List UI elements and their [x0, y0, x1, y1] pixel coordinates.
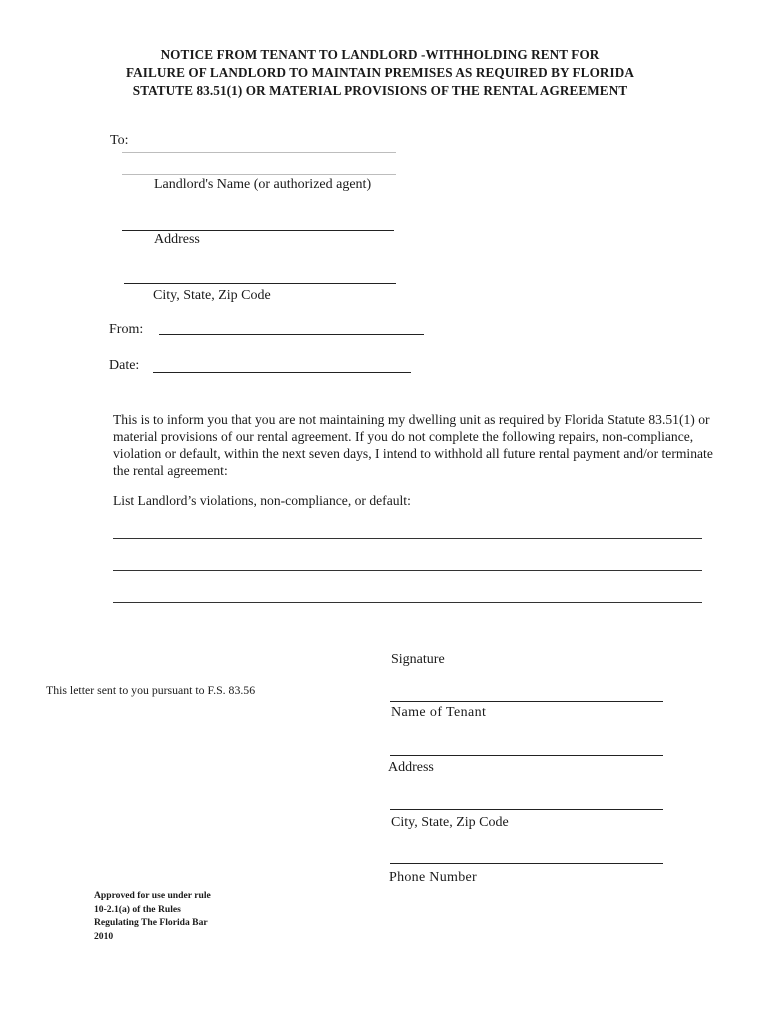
- violation-line-1[interactable]: [113, 538, 702, 539]
- violation-line-3[interactable]: [113, 602, 702, 603]
- tenant-city-line[interactable]: [390, 809, 663, 810]
- from-field-line[interactable]: [159, 334, 424, 335]
- landlord-name-line[interactable]: [122, 174, 396, 175]
- landlord-city-line[interactable]: [124, 283, 396, 284]
- notice-body: [113, 411, 731, 479]
- landlord-address-line[interactable]: [122, 230, 394, 231]
- title-line-1: NOTICE FROM TENANT TO LANDLORD -WITHHOLDING RENT FOR: [160, 47, 600, 62]
- landlord-name-label: Landlord's Name (or authorized agent): [154, 177, 372, 192]
- from-label: From:: [109, 322, 144, 337]
- document-title: [70, 46, 690, 100]
- date-field-line[interactable]: [153, 372, 411, 373]
- tenant-name-label: Name of Tenant: [391, 705, 487, 720]
- tenant-phone-line[interactable]: [390, 863, 663, 864]
- tenant-address-line[interactable]: [390, 755, 663, 756]
- tenant-city-label: City, State, Zip Code: [391, 815, 509, 830]
- approval-line-3: Regulating The Florida Bar: [94, 917, 208, 928]
- body-line-4: the rental agreement:: [113, 463, 228, 478]
- title-line-2: FAILURE OF LANDLORD TO MAINTAIN PREMISES AS REQUIRED BY FLORIDA: [125, 65, 635, 80]
- to-label: To:: [110, 133, 129, 148]
- tenant-address-label: Address: [388, 760, 434, 775]
- body-line-1: This is to inform you that you are not maintaining my dwelling unit as required by Florida Statute 83.51(1) or: [113, 412, 710, 427]
- landlord-city-label: City, State, Zip Code: [153, 288, 271, 303]
- title-line-3: STATUTE 83.51(1) OR MATERIAL PROVISIONS OF THE RENTAL AGREEMENT: [132, 83, 628, 98]
- signature-label: Signature: [391, 652, 445, 667]
- landlord-address-label: Address: [154, 232, 200, 247]
- pursuant-note: This letter sent to you pursuant to F.S. 83.56: [46, 683, 256, 697]
- body-line-2: material provisions of our rental agreement. If you do not complete the following repairs, non-compliance,: [113, 429, 694, 444]
- to-line-1[interactable]: [122, 152, 396, 153]
- violations-label: List Landlord’s violations, non-compliance, or default:: [113, 493, 411, 508]
- approval-line-2: 10-2.1(a) of the Rules: [94, 903, 181, 915]
- tenant-phone-label: Phone Number: [389, 870, 477, 885]
- approval-note: [94, 889, 211, 943]
- tenant-name-line[interactable]: [390, 701, 663, 702]
- body-line-3: violation or default, within the next seven days, I intend to withhold all future rental payment and/or terminate: [113, 446, 713, 461]
- approval-line-4: 2010: [94, 930, 114, 942]
- date-label: Date:: [109, 358, 140, 373]
- approval-line-1: Approved for use under rule: [94, 890, 211, 901]
- violation-line-2[interactable]: [113, 570, 702, 571]
